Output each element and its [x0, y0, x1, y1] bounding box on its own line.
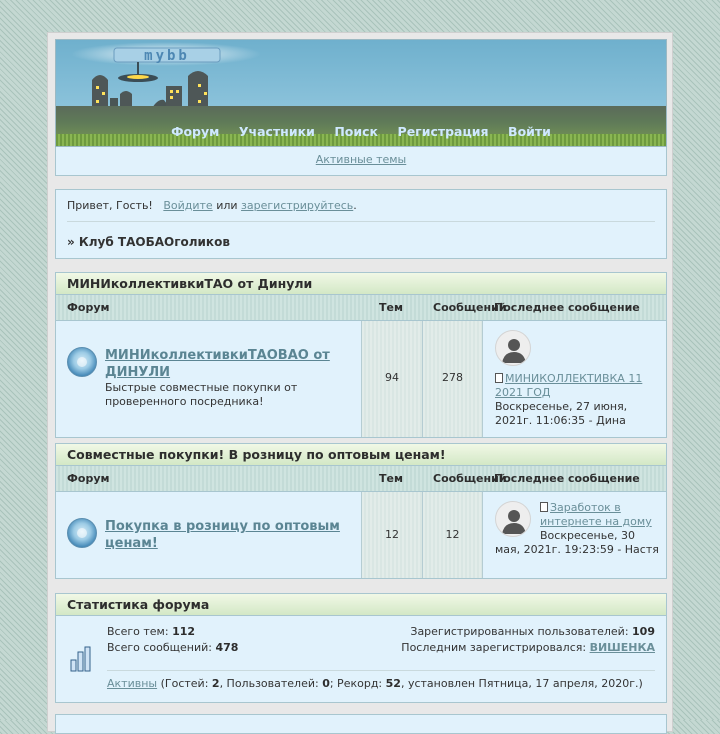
next-block-edge [55, 714, 667, 734]
header-forum: Форум [67, 301, 110, 314]
header-last-post: Последнее сообщение [494, 301, 640, 314]
login-link[interactable]: Войдите [163, 199, 213, 212]
total-topics-row [107, 625, 195, 638]
posts-cell [422, 492, 483, 578]
topics-cell [361, 321, 422, 437]
forum-status-icon [67, 518, 97, 548]
topics-cell [361, 492, 422, 578]
table-header [56, 466, 666, 492]
last-post-meta: Воскресенье, 27 июня, 2021г. 11:06:35 - Дина [495, 400, 628, 427]
last-post-meta-wrap [495, 529, 660, 557]
nav-members[interactable]: Участники [238, 124, 315, 139]
header-forum: Форум [67, 472, 110, 485]
category-block [55, 272, 667, 438]
logo[interactable] [56, 40, 276, 116]
record-label: ; Рекорд: [329, 677, 386, 690]
page-container [47, 32, 673, 732]
forum-description: Быстрые совместные покупки от проверенного посредника! [105, 381, 298, 408]
active-users-row [107, 677, 643, 690]
forum-row [56, 321, 666, 437]
forum-status-icon [67, 347, 97, 377]
stats-title: Статистика форума [56, 594, 666, 616]
avatar-silhouette-icon [496, 331, 531, 366]
or-text: или [216, 199, 238, 212]
record-value: 52 [385, 677, 401, 690]
subnav-bar [55, 147, 667, 176]
last-registered-row [401, 641, 655, 654]
nav-register[interactable]: Регистрация [397, 124, 489, 139]
svg-text:mybb: mybb [144, 48, 190, 64]
header-topics: Тем [379, 472, 403, 485]
forum-name-link[interactable]: Покупка в розницу по оптовым ценам! [105, 519, 340, 551]
last-registered-user-link[interactable]: ВИШЕНКА [589, 641, 655, 654]
site-header [55, 39, 667, 147]
total-topics-value: 112 [172, 625, 196, 638]
post-document-icon [540, 502, 548, 512]
header-last-post: Последнее сообщение [494, 472, 640, 485]
category-title: Совместные покупки! В розницу по оптовым ценам! [56, 444, 666, 466]
user-avatar [495, 330, 531, 366]
active-users-link[interactable]: Активны [107, 677, 158, 690]
registered-value: 109 [632, 625, 655, 638]
guests-label: (Гостей: [157, 677, 212, 690]
users-label: , Пользователей: [219, 677, 323, 690]
forum-name-link[interactable]: МИНИколлективкиТАОВАО от ДИНУЛИ [105, 348, 330, 380]
nav-forum[interactable]: Форум [171, 124, 220, 139]
register-link[interactable]: зарегистрируйтесь [241, 199, 354, 212]
forum-row [56, 492, 666, 578]
last-post-link[interactable]: Заработок в интернете на дому [540, 501, 652, 528]
last-post-info [495, 372, 660, 428]
stats-block [55, 593, 667, 703]
last-post-meta: Воскресенье, 30 мая, 2021г. 19:23:59 - Настя [495, 529, 659, 556]
nav-search[interactable]: Поиск [334, 124, 379, 139]
posts-count: 12 [445, 528, 460, 541]
divider [67, 221, 655, 222]
breadcrumb: » Клуб ТАОБАОголиков [67, 235, 230, 249]
category-title: МИНИколлективкиТАО от Динули [56, 273, 666, 295]
welcome-line [67, 199, 655, 212]
guests-value: 2 [211, 677, 220, 690]
nav-login[interactable]: Войти [508, 124, 551, 139]
stats-chart-icon [70, 646, 94, 672]
welcome-panel [55, 189, 667, 259]
header-posts: Сообщений [433, 301, 507, 314]
registered-row [410, 625, 655, 638]
total-topics-label: Всего тем: [107, 625, 169, 638]
record-date: , установлен Пятница, 17 апреля, 2020г.) [400, 677, 643, 690]
greeting-text: Привет, Гость! [67, 199, 153, 212]
posts-count: 278 [442, 371, 463, 384]
registered-label: Зарегистрированных пользователей: [410, 625, 629, 638]
active-topics-link[interactable]: Активные темы [315, 153, 407, 166]
stats-divider [107, 670, 655, 671]
post-document-icon [495, 373, 503, 383]
total-posts-row [107, 641, 238, 654]
last-post-link[interactable]: МИНИКОЛЛЕКТИВКА 11 2021 ГОД [495, 372, 643, 399]
category-block [55, 443, 667, 579]
end-text: . [353, 199, 357, 212]
users-value: 0 [322, 677, 330, 690]
table-header [56, 295, 666, 321]
main-nav [56, 124, 666, 139]
posts-cell [422, 321, 483, 437]
stats-body [56, 616, 666, 702]
total-posts-label: Всего сообщений: [107, 641, 212, 654]
topics-count: 94 [385, 371, 399, 384]
last-registered-label: Последним зарегистрировался: [401, 641, 587, 654]
topics-count: 12 [385, 528, 399, 541]
header-posts: Сообщений [433, 472, 507, 485]
header-topics: Тем [379, 301, 403, 314]
total-posts-value: 478 [215, 641, 239, 654]
last-post-link-wrap [540, 501, 660, 529]
